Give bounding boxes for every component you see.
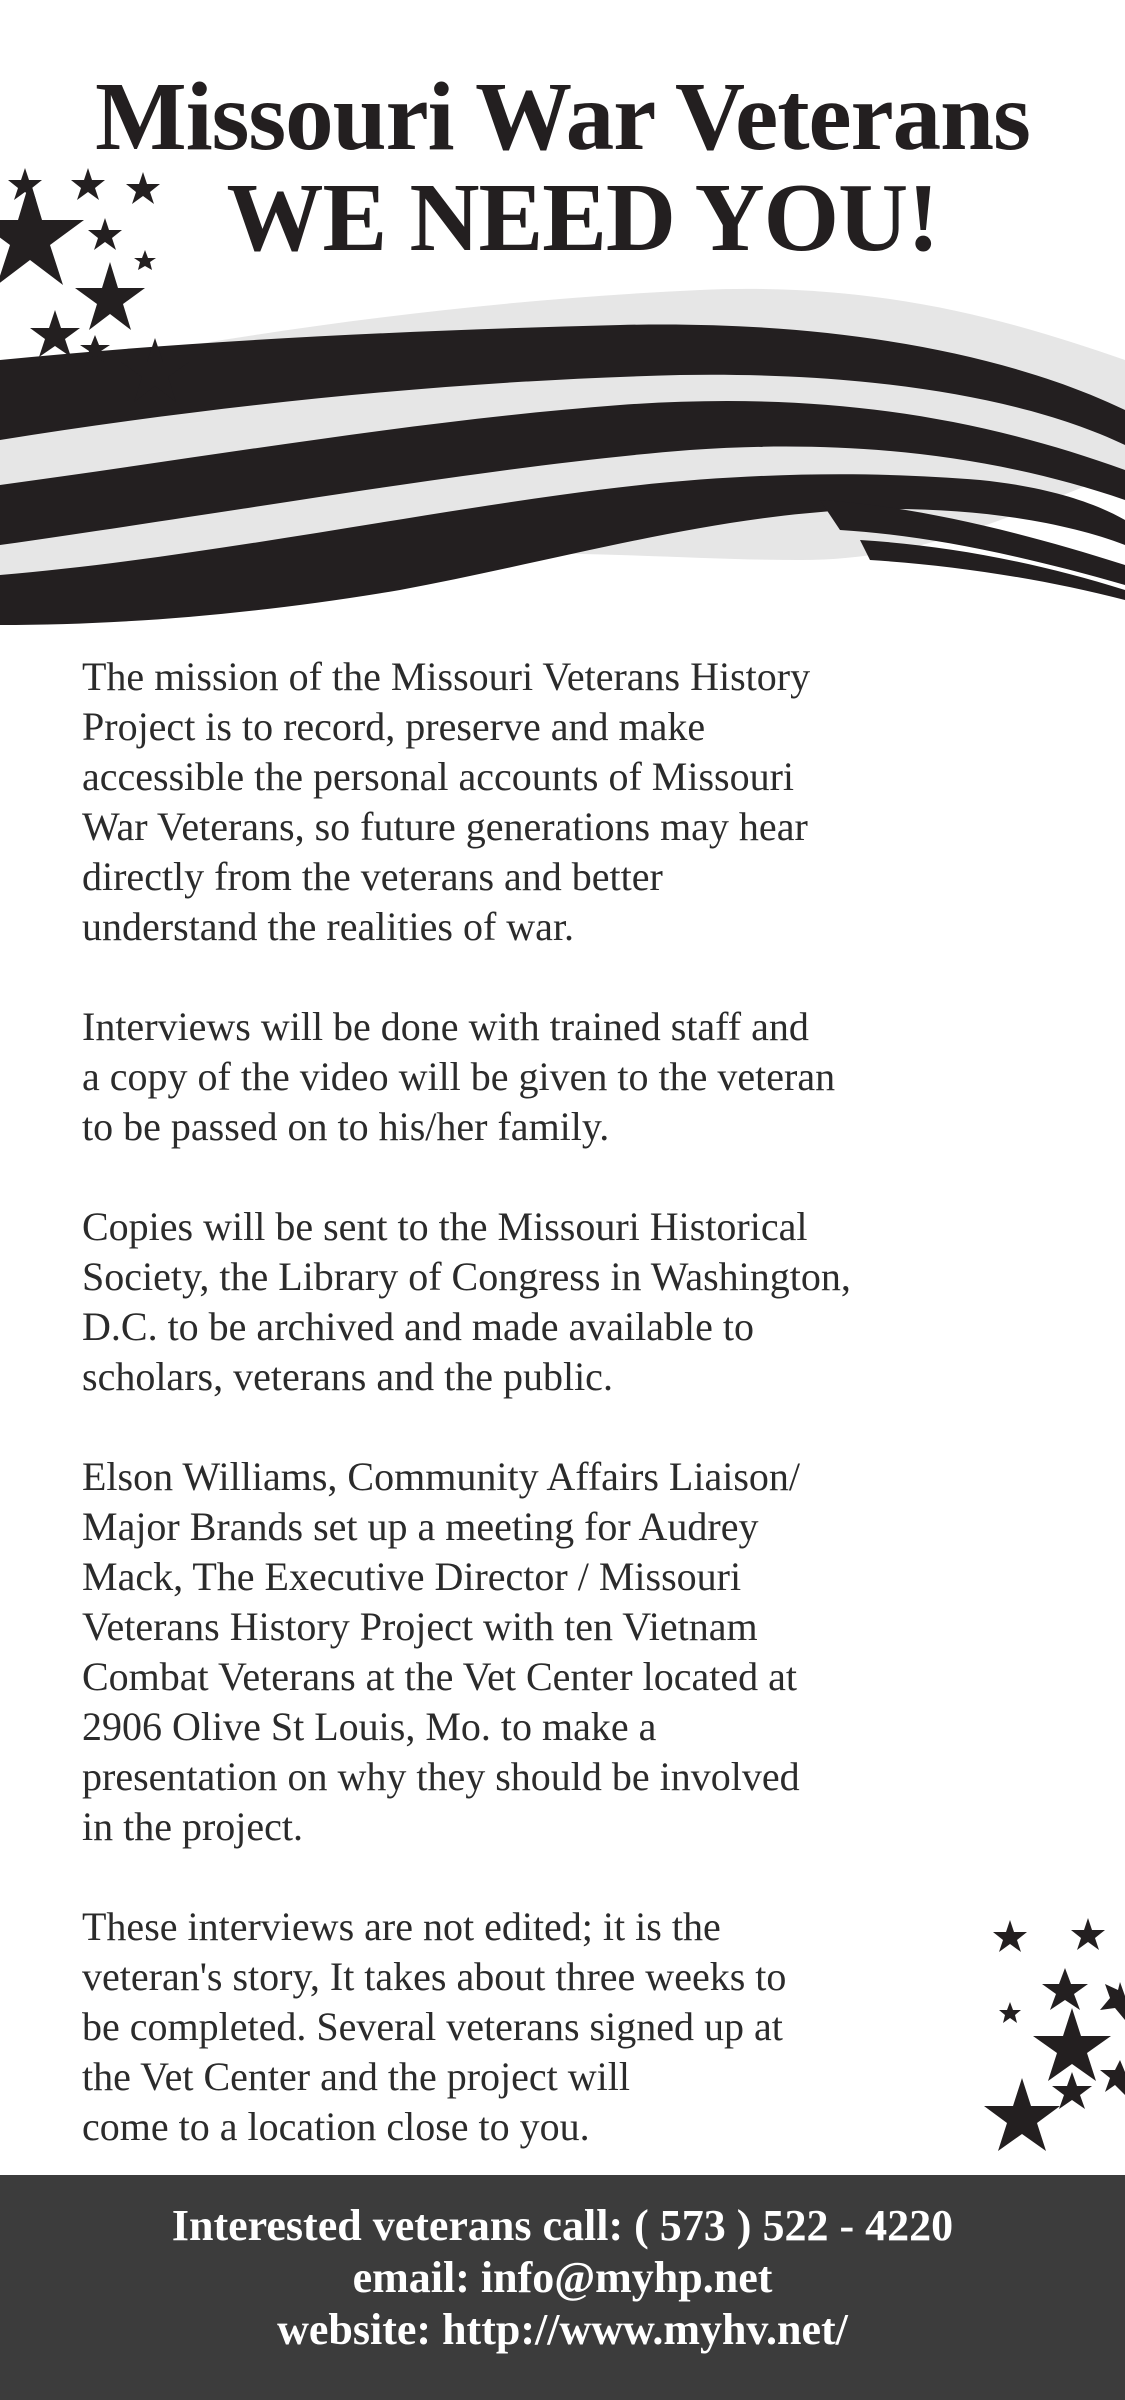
paragraph-copies: Copies will be sent to the Missouri Historical Society, the Library of Congress in Washington, D.C. to be archived and made available to scholars, veterans and the public.: [82, 1204, 851, 1399]
phone-line: Interested veterans call: ( 573 ) 522 - 4220: [171, 2201, 954, 2250]
paragraph-interviews-not-edited: These interviews are not edited; it is the veteran's story, It takes about three weeks to be completed. Several veterans signed up at the Vet Center and the project will come to a location close to you.: [82, 1904, 787, 2149]
email-line: email: info@myhp.net: [352, 2253, 773, 2302]
page-title: Missouri War Veterans: [95, 63, 1030, 170]
contact-footer: [0, 2175, 1125, 2400]
website-line: website: http://www.myhv.net/: [277, 2305, 848, 2354]
paragraph-meeting: Elson Williams, Community Affairs Liaison/ Major Brands set up a meeting for Audrey Mack, The Executive Director / Missouri Veterans History Project with ten Vietnam Combat Veterans at the Vet Center located at 2906 Olive St Louis, Mo. to make a presentation on why they should be involved in the project.: [82, 1454, 801, 1849]
paragraph-interviews: Interviews will be done with trained staff and a copy of the video will be given to the veteran to be passed on to his/her family.: [82, 1004, 836, 1149]
page-subtitle: WE NEED YOU!: [226, 164, 939, 271]
article-body: [82, 652, 1072, 2202]
paragraph-mission: The mission of the Missouri Veterans History Project is to record, preserve and make accessible the personal accounts of Missouri War Veterans, so future generations may hear directly from the veterans and better understand the realities of war.: [82, 654, 811, 949]
star-cluster-icon: [970, 1900, 1125, 2160]
